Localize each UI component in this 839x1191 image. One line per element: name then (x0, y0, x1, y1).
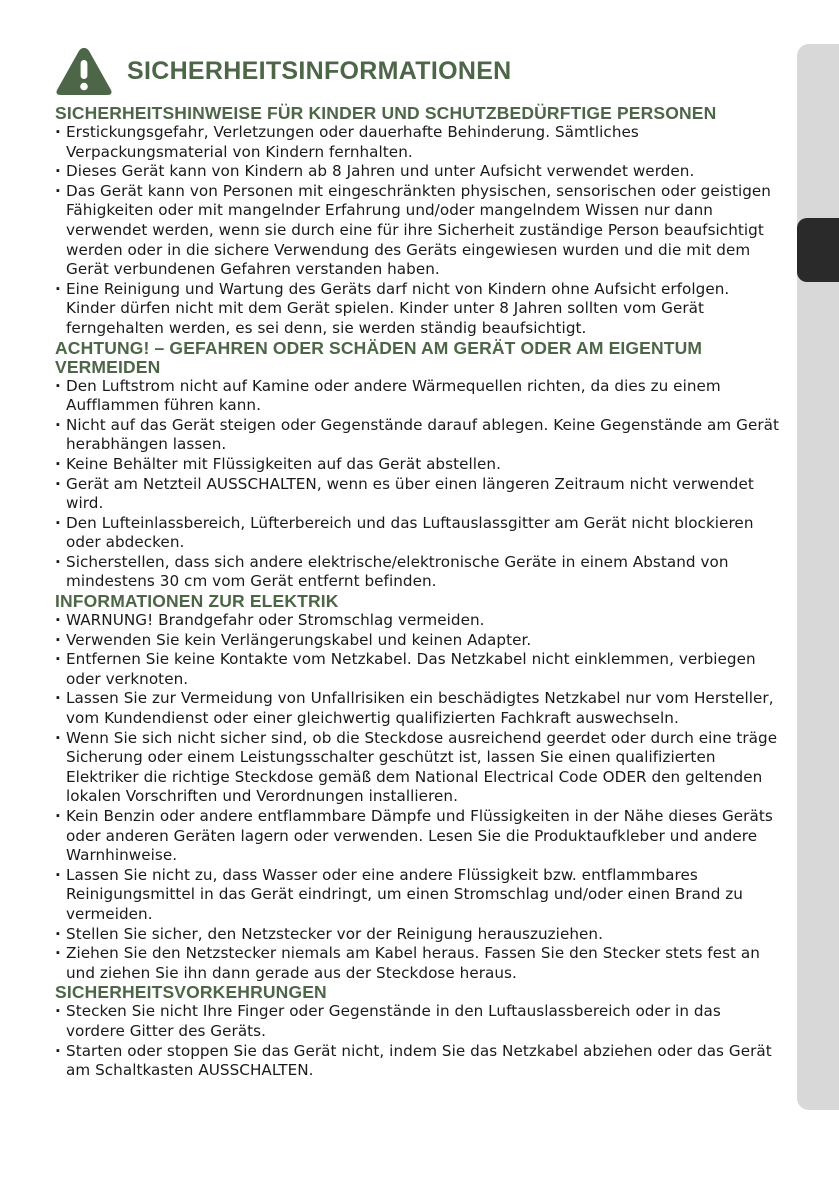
page-content (55, 46, 783, 1081)
bullet-list (55, 123, 783, 339)
list-item: · Nicht auf das Gerät steigen oder Gegenstände darauf ablegen. Keine Gegenstände am Gerät herabhängen lassen. (55, 416, 783, 455)
list-item: · WARNUNG! Brandgefahr oder Stromschlag vermeiden. (55, 611, 783, 631)
list-item: · Lassen Sie zur Vermeidung von Unfallrisiken ein beschädigtes Netzkabel nur vom Hersteller, vom Kundendienst oder einer gleichwertig qualifizierten Fachkraft auswechseln. (55, 689, 783, 728)
list-item: · Verwenden Sie kein Verlängerungskabel und keinen Adapter. (55, 631, 783, 651)
bullet-list (55, 377, 783, 593)
list-item: · Sicherstellen, dass sich andere elektrische/elektronische Geräte in einem Abstand von mindestens 30 cm vom Gerät entfernt befinden. (55, 553, 783, 592)
list-item: · Erstickungsgefahr, Verletzungen oder dauerhafte Behinderung. Sämtliches Verpackungsmaterial von Kindern fernhalten. (55, 123, 783, 162)
page-title: SICHERHEITSINFORMATIONEN (127, 56, 512, 85)
list-item: · Stellen Sie sicher, den Netzstecker vor der Reinigung herauszuziehen. (55, 925, 783, 945)
bullet-list (55, 611, 783, 983)
list-item: · Das Gerät kann von Personen mit eingeschränkten physischen, sensorischen oder geistigen Fähigkeiten oder mit mangelnder Erfahrung und/oder mangelndem Wissen nur dann verwendet werden, wenn sie durch eine für ihre Sicherheit zuständige Person beaufsichtigt werden oder in die sichere Verwendung des Geräts eingewiesen wurden und die mit dem Gerät verbundenen Gefahren verstanden haben. (55, 182, 783, 280)
section-electrical-info (55, 592, 783, 983)
section-heading: INFORMATIONEN ZUR ELEKTRIK (55, 591, 339, 612)
section-safety-precautions (55, 983, 783, 1080)
list-item: · Starten oder stoppen Sie das Gerät nicht, indem Sie das Netzkabel abziehen oder das Gerät am Schaltkasten AUSSCHALTEN. (55, 1042, 783, 1081)
list-item: · Wenn Sie sich nicht sicher sind, ob die Steckdose ausreichend geerdet oder durch eine träge Sicherung oder einem Leistungsschalter geschützt ist, lassen Sie einen qualifizierten Elektriker die richtige Steckdose gemäß dem National Electrical Code ODER den geltenden lokalen Vorschriften und Verordnungen installieren. (55, 729, 783, 807)
section-heading: ACHTUNG! – GEFAHREN ODER SCHÄDEN AM GERÄT ODER AM EIGENTUM VERMEIDEN (55, 337, 703, 377)
section-children-safety (55, 104, 783, 339)
warning-triangle-icon (55, 46, 113, 96)
list-item: · Stecken Sie nicht Ihre Finger oder Gegenstände in den Luftauslassbereich oder in das vordere Gitter des Geräts. (55, 1002, 783, 1041)
side-tab (797, 44, 839, 1110)
list-item: · Gerät am Netzteil AUSSCHALTEN, wenn es über einen längeren Zeitraum nicht verwendet wird. (55, 475, 783, 514)
list-item: · Keine Behälter mit Flüssigkeiten auf das Gerät abstellen. (55, 455, 783, 475)
list-item: · Den Lufteinlassbereich, Lüfterbereich und das Luftauslassgitter am Gerät nicht blockieren oder abdecken. (55, 514, 783, 553)
section-heading: SICHERHEITSVORKEHRUNGEN (55, 982, 327, 1003)
section-property-damage (55, 339, 783, 593)
list-item: · Dieses Gerät kann von Kindern ab 8 Jahren und unter Aufsicht verwendet werden. (55, 162, 783, 182)
list-item: · Eine Reinigung und Wartung des Geräts darf nicht von Kindern ohne Aufsicht erfolgen. Kinder dürfen nicht mit dem Gerät spielen. Kinder unter 8 Jahren sollten vom Gerät ferngehalten werden, es sei denn, sie werden ständig beaufsichtigt. (55, 280, 783, 339)
side-tab-marker (797, 218, 839, 282)
bullet-list (55, 1002, 783, 1080)
list-item: · Entfernen Sie keine Kontakte vom Netzkabel. Das Netzkabel nicht einklemmen, verbiegen oder verknoten. (55, 650, 783, 689)
list-item: · Kein Benzin oder andere entflammbare Dämpfe und Flüssigkeiten in der Nähe dieses Geräts oder anderen Geräten lagern oder verwenden. Lesen Sie die Produktaufkleber und andere Warnhinweise. (55, 807, 783, 866)
section-heading: SICHERHEITSHINWEISE FÜR KINDER UND SCHUTZBEDÜRFTIGE PERSONEN (55, 103, 717, 123)
list-item: · Den Luftstrom nicht auf Kamine oder andere Wärmequellen richten, da dies zu einem Aufflammen führen kann. (55, 377, 783, 416)
list-item: · Ziehen Sie den Netzstecker niemals am Kabel heraus. Fassen Sie den Stecker stets fest an und ziehen Sie ihn dann gerade aus der Steckdose heraus. (55, 944, 783, 983)
title-row (55, 46, 783, 96)
list-item: · Lassen Sie nicht zu, dass Wasser oder eine andere Flüssigkeit bzw. entflammbares Reinigungsmittel in das Gerät eindringt, um einen Stromschlag und/oder einen Brand zu vermeiden. (55, 866, 783, 925)
